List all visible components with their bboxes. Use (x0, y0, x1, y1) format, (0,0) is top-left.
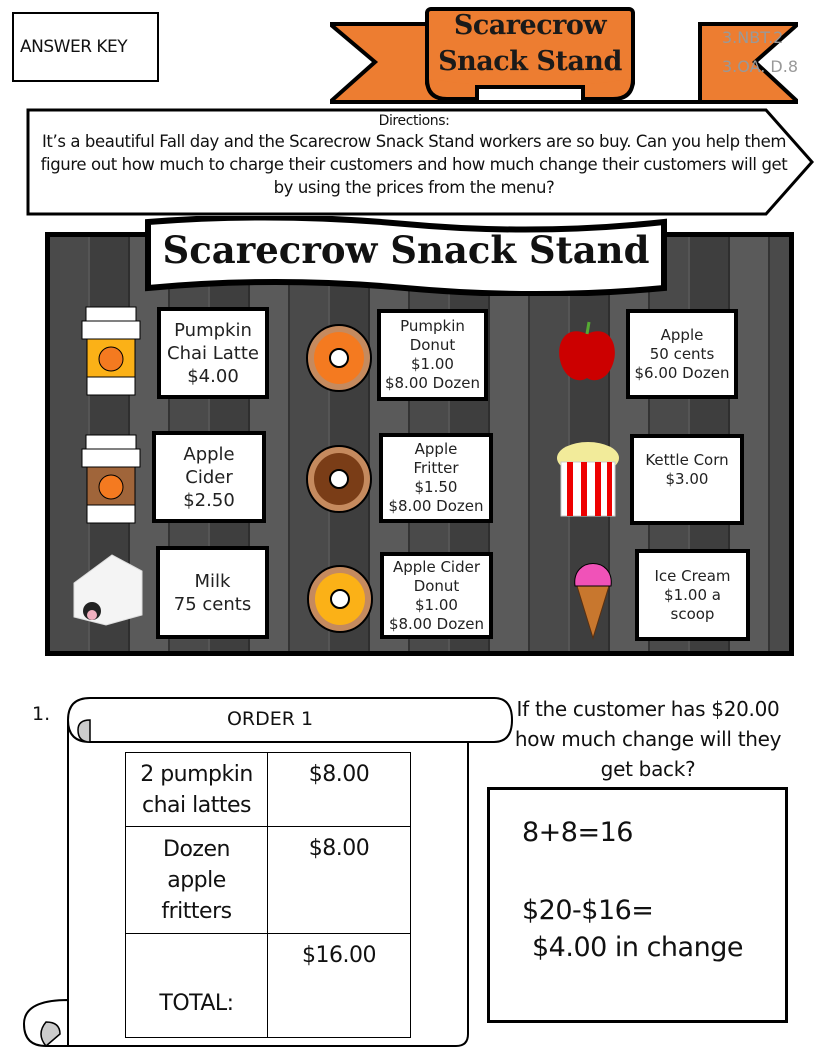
item-name: Milk (194, 570, 231, 592)
item-name: Pumpkin (174, 319, 252, 341)
item-price: $2.50 (183, 489, 235, 511)
question-line: If the customer has $20.00 (516, 697, 780, 721)
ice-cream-icon (571, 546, 615, 640)
order-table (125, 752, 411, 1038)
answer-line: 8+8=16 (522, 817, 633, 848)
menu-title: Scarecrow Snack Stand (162, 228, 650, 272)
coffee-cup-brown-icon (80, 433, 142, 525)
item-text: apple (167, 867, 226, 893)
menu-item-apple-fritter (379, 433, 493, 523)
item-price: $1.00 (415, 595, 458, 614)
header-title (427, 8, 633, 86)
item-price: $8.00 Dozen (384, 374, 481, 392)
order-price: $8.00 (268, 827, 411, 934)
orange-donut-icon (305, 323, 373, 393)
menu-item-pumpkin-donut (377, 309, 488, 401)
apple-icon (556, 318, 618, 384)
item-name: Ice Cream (654, 566, 731, 585)
header-title-line1: Scarecrow (453, 10, 607, 41)
item-name: Donut (409, 336, 456, 354)
chocolate-donut-icon (305, 444, 373, 514)
directions-text: It’s a beautiful Fall day and the Scarecrow Snack Stand workers are so buy. Can you help them figure out how much to charge their customers and how much change their customers will get by using the prices from the menu? (40, 132, 788, 197)
menu-item-pumpkin-chai-latte (157, 307, 269, 399)
item-price: $3.00 (665, 469, 709, 488)
item-name: Chai Latte (167, 342, 259, 364)
item-price: 75 cents (173, 593, 252, 615)
menu-item-apple-cider-donut (380, 552, 493, 639)
item-name: Donut (413, 576, 460, 595)
coffee-cup-orange-icon (80, 305, 142, 397)
item-name: Pumpkin (400, 317, 465, 335)
standard-code: 3.OA. D.8 (722, 57, 798, 76)
order-title: ORDER 1 (226, 708, 314, 730)
item-price: $1.00 a (664, 585, 721, 604)
directions (34, 112, 794, 199)
menu-item-milk (156, 546, 269, 639)
item-price: $1.50 (414, 478, 458, 496)
answer-line: $4.00 in change (532, 932, 743, 963)
item-text: 2 pumpkin (140, 761, 253, 787)
order-total-label: TOTAL: (126, 934, 268, 1038)
menu-item-apple (626, 309, 738, 399)
standard-code: 3.NBT.2 (722, 28, 784, 47)
item-name: Apple (660, 325, 704, 344)
order-price: $8.00 (268, 753, 411, 827)
question-line: how much change will they (514, 727, 782, 751)
change-question (508, 694, 788, 784)
item-name: Kettle Corn (645, 450, 729, 469)
answer-key-label: ANSWER KEY (12, 12, 159, 82)
item-price: $8.00 Dozen (388, 497, 484, 515)
item-price: scoop (670, 604, 715, 623)
item-name: Apple (183, 443, 235, 465)
milk-carton-icon (72, 553, 144, 627)
table-row (126, 753, 411, 827)
item-price: $4.00 (187, 365, 239, 387)
menu-item-kettle-corn (630, 434, 744, 525)
item-name: Apple Cider (392, 557, 481, 576)
item-name: Apple (414, 440, 458, 458)
item-price: $6.00 Dozen (634, 363, 730, 382)
table-row (126, 827, 411, 934)
order-item (126, 753, 268, 827)
item-price: $1.00 (411, 355, 454, 373)
table-row (126, 934, 411, 1038)
item-text: chai lattes (142, 792, 251, 818)
order-total-price: $16.00 (268, 934, 411, 1038)
popcorn-icon (555, 440, 621, 518)
item-name: Cider (185, 466, 233, 488)
yellow-donut-icon (306, 564, 374, 634)
header-title-line2: Snack Stand (438, 46, 622, 77)
question-line: get back? (600, 757, 696, 781)
item-name: Fritter (413, 459, 459, 477)
menu-item-apple-cider (152, 431, 266, 523)
answer-line: $20-$16= (522, 895, 654, 926)
order-item (126, 827, 268, 934)
item-text: Dozen (163, 836, 230, 862)
question-number: 1. (32, 703, 51, 725)
directions-heading: Directions: (378, 113, 450, 129)
item-price: $8.00 Dozen (388, 614, 485, 633)
item-text: fritters (161, 898, 232, 924)
item-price: 50 cents (649, 344, 715, 363)
menu-item-ice-cream (635, 549, 750, 641)
